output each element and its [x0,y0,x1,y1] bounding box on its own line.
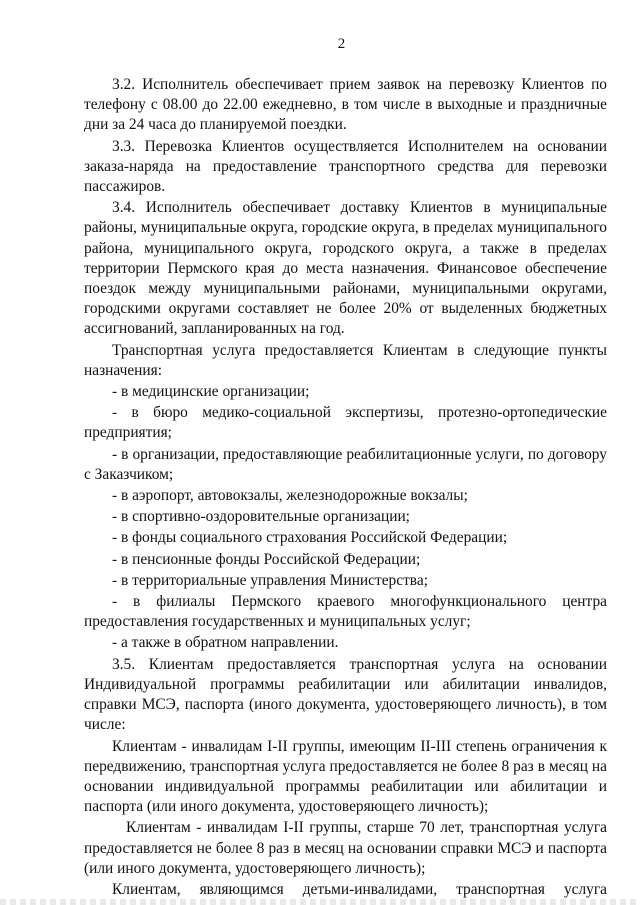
destination-item: - в спортивно-оздоровительные организации; [112,508,410,526]
scan-edge-divider [0,899,640,905]
destination-item: - в фонды социального страхования Российской Федерации; [112,529,508,547]
destination-item: - а также в обратном направлении. [112,634,339,652]
destination-item: - в филиалы Пермского краевого многофункционального центра предоставления государственных и муниципальных услуг; [84,593,607,631]
destination-item: - в пенсионные фонды Российской Федерации; [112,550,421,568]
paragraph-3-5: 3.5. Клиентам предоставляется транспортная услуга на основании Индивидуальной программы реабилитации или абилитации инвалидов, справки МСЭ, паспорта (иного документа, удостоверяющего личность), в том числе: [84,655,607,734]
paragraph-3-5-item: Клиентам, являющимся детьми-инвалидами, транспортная услуга [112,880,607,898]
page-number: 2 [337,36,346,52]
paragraph-3-5-item: Клиентам - инвалидам I-II группы, старше 70 лет, транспортная услуга предоставляется не более 8 раз в месяц на основании справки МСЭ и паспорта (или иного документа, удостоверяющего личность); [84,819,607,877]
destination-item: - в территориальные управления Министерства; [112,571,428,589]
paragraph-3-2: 3.2. Исполнитель обеспечивает прием заявок на перевозку Клиентов по телефону с 08.00 до 22.00 ежедневно, в том числе в выходные и праздничные дни за 24 часа до планируемой поездки. [84,76,607,134]
paragraph-3-5-item: Клиентам - инвалидам I-II группы, имеющим II-III степень ограничения к передвижению, транспортная услуга предоставляется не более 8 раз в месяц на основании индивидуальной программы реабилитации или абилитации и паспорта (или иного документа, удостоверяющего личность); [84,737,607,816]
destination-item: - в бюро медико-социальной экспертизы, протезно-ортопедические предприятия; [84,404,607,442]
paragraph-3-3: 3.3. Перевозка Клиентов осуществляется Исполнителем на основании заказа-наряда на предоставление транспортного средства для перевозки пассажиров. [84,137,607,196]
destination-item: - в организации, предоставляющие реабилитационные услуги, по договору с Заказчиком; [84,445,607,483]
destination-item: - в медицинские организации; [112,383,310,401]
paragraph-3-4: 3.4. Исполнитель обеспечивает доставку Клиентов в муниципальные районы, муниципальные округа, городские округа, в пределах муниципального района, муниципального округа, городского округа, а также в пределах территории Пермского края до места назначения. Финансовое обеспечение поездок между муниципальными районами, муниципальными округами, городскими округами составляет не более 20% от выделенных бюджетных ассигнований, запланированных на год. [84,199,607,338]
destination-item: - в аэропорт, автовокзалы, железнодорожные вокзалы; [112,487,468,505]
destinations-intro: Транспортная услуга предоставляется Клиентам в следующие пункты назначения: [84,341,607,379]
